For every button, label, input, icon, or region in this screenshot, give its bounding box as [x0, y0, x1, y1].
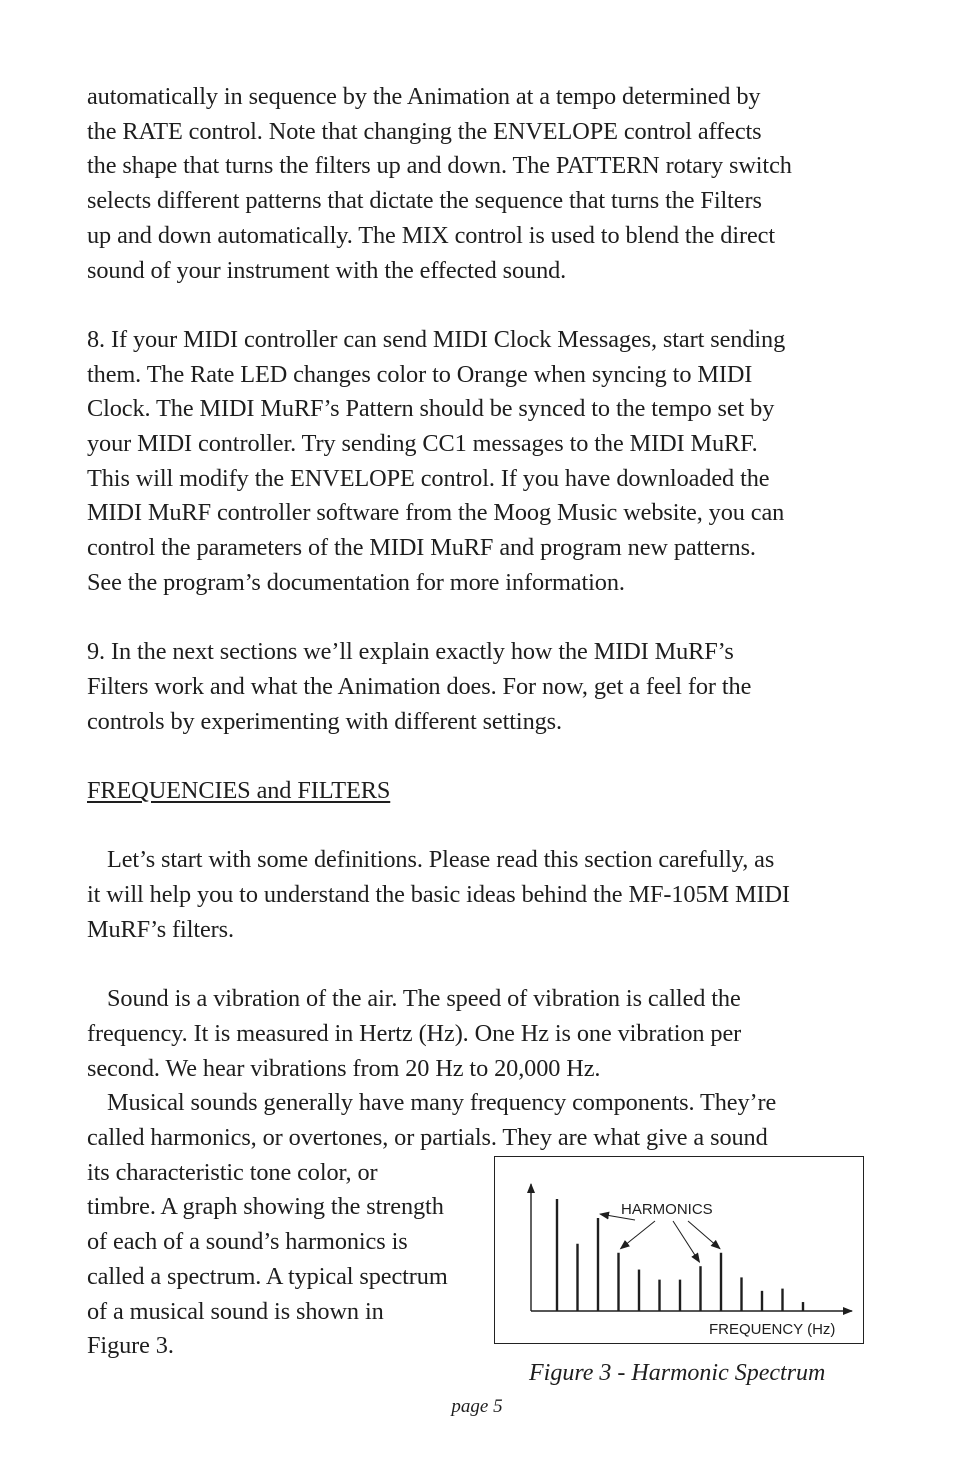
- text-line: MuRF’s filters.: [87, 915, 234, 943]
- text-line: the shape that turns the filters up and down. The PATTERN rotary switch: [87, 152, 792, 180]
- text-line: control the parameters of the MIDI MuRF and program new patterns.: [87, 534, 756, 562]
- text-line: Sound is a vibration of the air. The speed of vibration is called the: [107, 985, 741, 1013]
- paragraph-step-8: [87, 323, 867, 601]
- paragraph-definitions: [87, 843, 867, 947]
- paragraph-musical: [87, 1086, 867, 1155]
- text-line: 9. In the next sections we’ll explain exactly how the MIDI MuRF’s: [87, 638, 734, 666]
- text-line: it will help you to understand the basic ideas behind the MF-105M MIDI: [87, 881, 790, 909]
- text-line: called harmonics, or overtones, or partials. They are what give a sound: [87, 1124, 768, 1152]
- text-line: Musical sounds generally have many frequency components. They’re: [107, 1089, 777, 1117]
- text-line: of each of a sound’s harmonics is: [87, 1228, 408, 1256]
- figure-wrap-section: [87, 1156, 867, 1386]
- paragraph-spectrum-wrap: [87, 1156, 497, 1364]
- text-line: Clock. The MIDI MuRF’s Pattern should be synced to the tempo set by: [87, 395, 775, 423]
- frequency-axis-label: FREQUENCY (Hz): [709, 1320, 836, 1338]
- text-line: selects different patterns that dictate the sequence that turns the Filters: [87, 187, 762, 215]
- text-line: up and down automatically. The MIX control is used to blend the direct: [87, 221, 776, 249]
- text-line: sound of your instrument with the effected sound.: [87, 256, 567, 284]
- harmonics-label: HARMONICS: [621, 1200, 713, 1218]
- figure-caption: Figure 3 - Harmonic Spectrum: [529, 1359, 826, 1386]
- text-line: them. The Rate LED changes color to Orange when syncing to MIDI: [87, 360, 753, 388]
- text-line: Figure 3.: [87, 1332, 174, 1360]
- paragraph-sound: [87, 982, 867, 1086]
- text-line: controls by experimenting with different settings.: [87, 707, 562, 735]
- page-number: page 5: [451, 1396, 503, 1417]
- text-line: automatically in sequence by the Animation at a tempo determined by: [87, 83, 761, 110]
- harmonic-spectrum-chart: [495, 1157, 863, 1343]
- paragraph-step-9: [87, 635, 867, 739]
- text-line: Filters work and what the Animation does. For now, get a feel for the: [87, 672, 752, 700]
- section-heading: FREQUENCIES and FILTERS: [87, 777, 391, 805]
- figure-3-box: [494, 1156, 864, 1344]
- text-line: MIDI MuRF controller software from the Moog Music website, you can: [87, 499, 785, 527]
- text-line: frequency. It is measured in Hertz (Hz). One Hz is one vibration per: [87, 1019, 742, 1047]
- text-line: your MIDI controller. Try sending CC1 messages to the MIDI MuRF.: [87, 430, 758, 458]
- text-line: Let’s start with some definitions. Please read this section carefully, as: [107, 846, 775, 874]
- harmonic-arrow: [688, 1221, 720, 1249]
- text-line: second. We hear vibrations from 20 Hz to 20,000 Hz.: [87, 1054, 601, 1082]
- text-line: 8. If your MIDI controller can send MIDI Clock Messages, start sending: [87, 325, 786, 353]
- text-line: called a spectrum. A typical spectrum: [87, 1262, 448, 1290]
- text-line: This will modify the ENVELOPE control. If you have downloaded the: [87, 464, 770, 492]
- paragraph-animation: [87, 80, 867, 288]
- text-line: its characteristic tone color, or: [87, 1158, 378, 1186]
- harmonic-arrow: [621, 1221, 656, 1249]
- text-line: of a musical sound is shown in: [87, 1297, 384, 1325]
- page-body: [87, 80, 867, 1386]
- text-line: timbre. A graph showing the strength: [87, 1193, 444, 1221]
- text-line: the RATE control. Note that changing the ENVELOPE control affects: [87, 117, 762, 145]
- text-line: See the program’s documentation for more information.: [87, 568, 625, 596]
